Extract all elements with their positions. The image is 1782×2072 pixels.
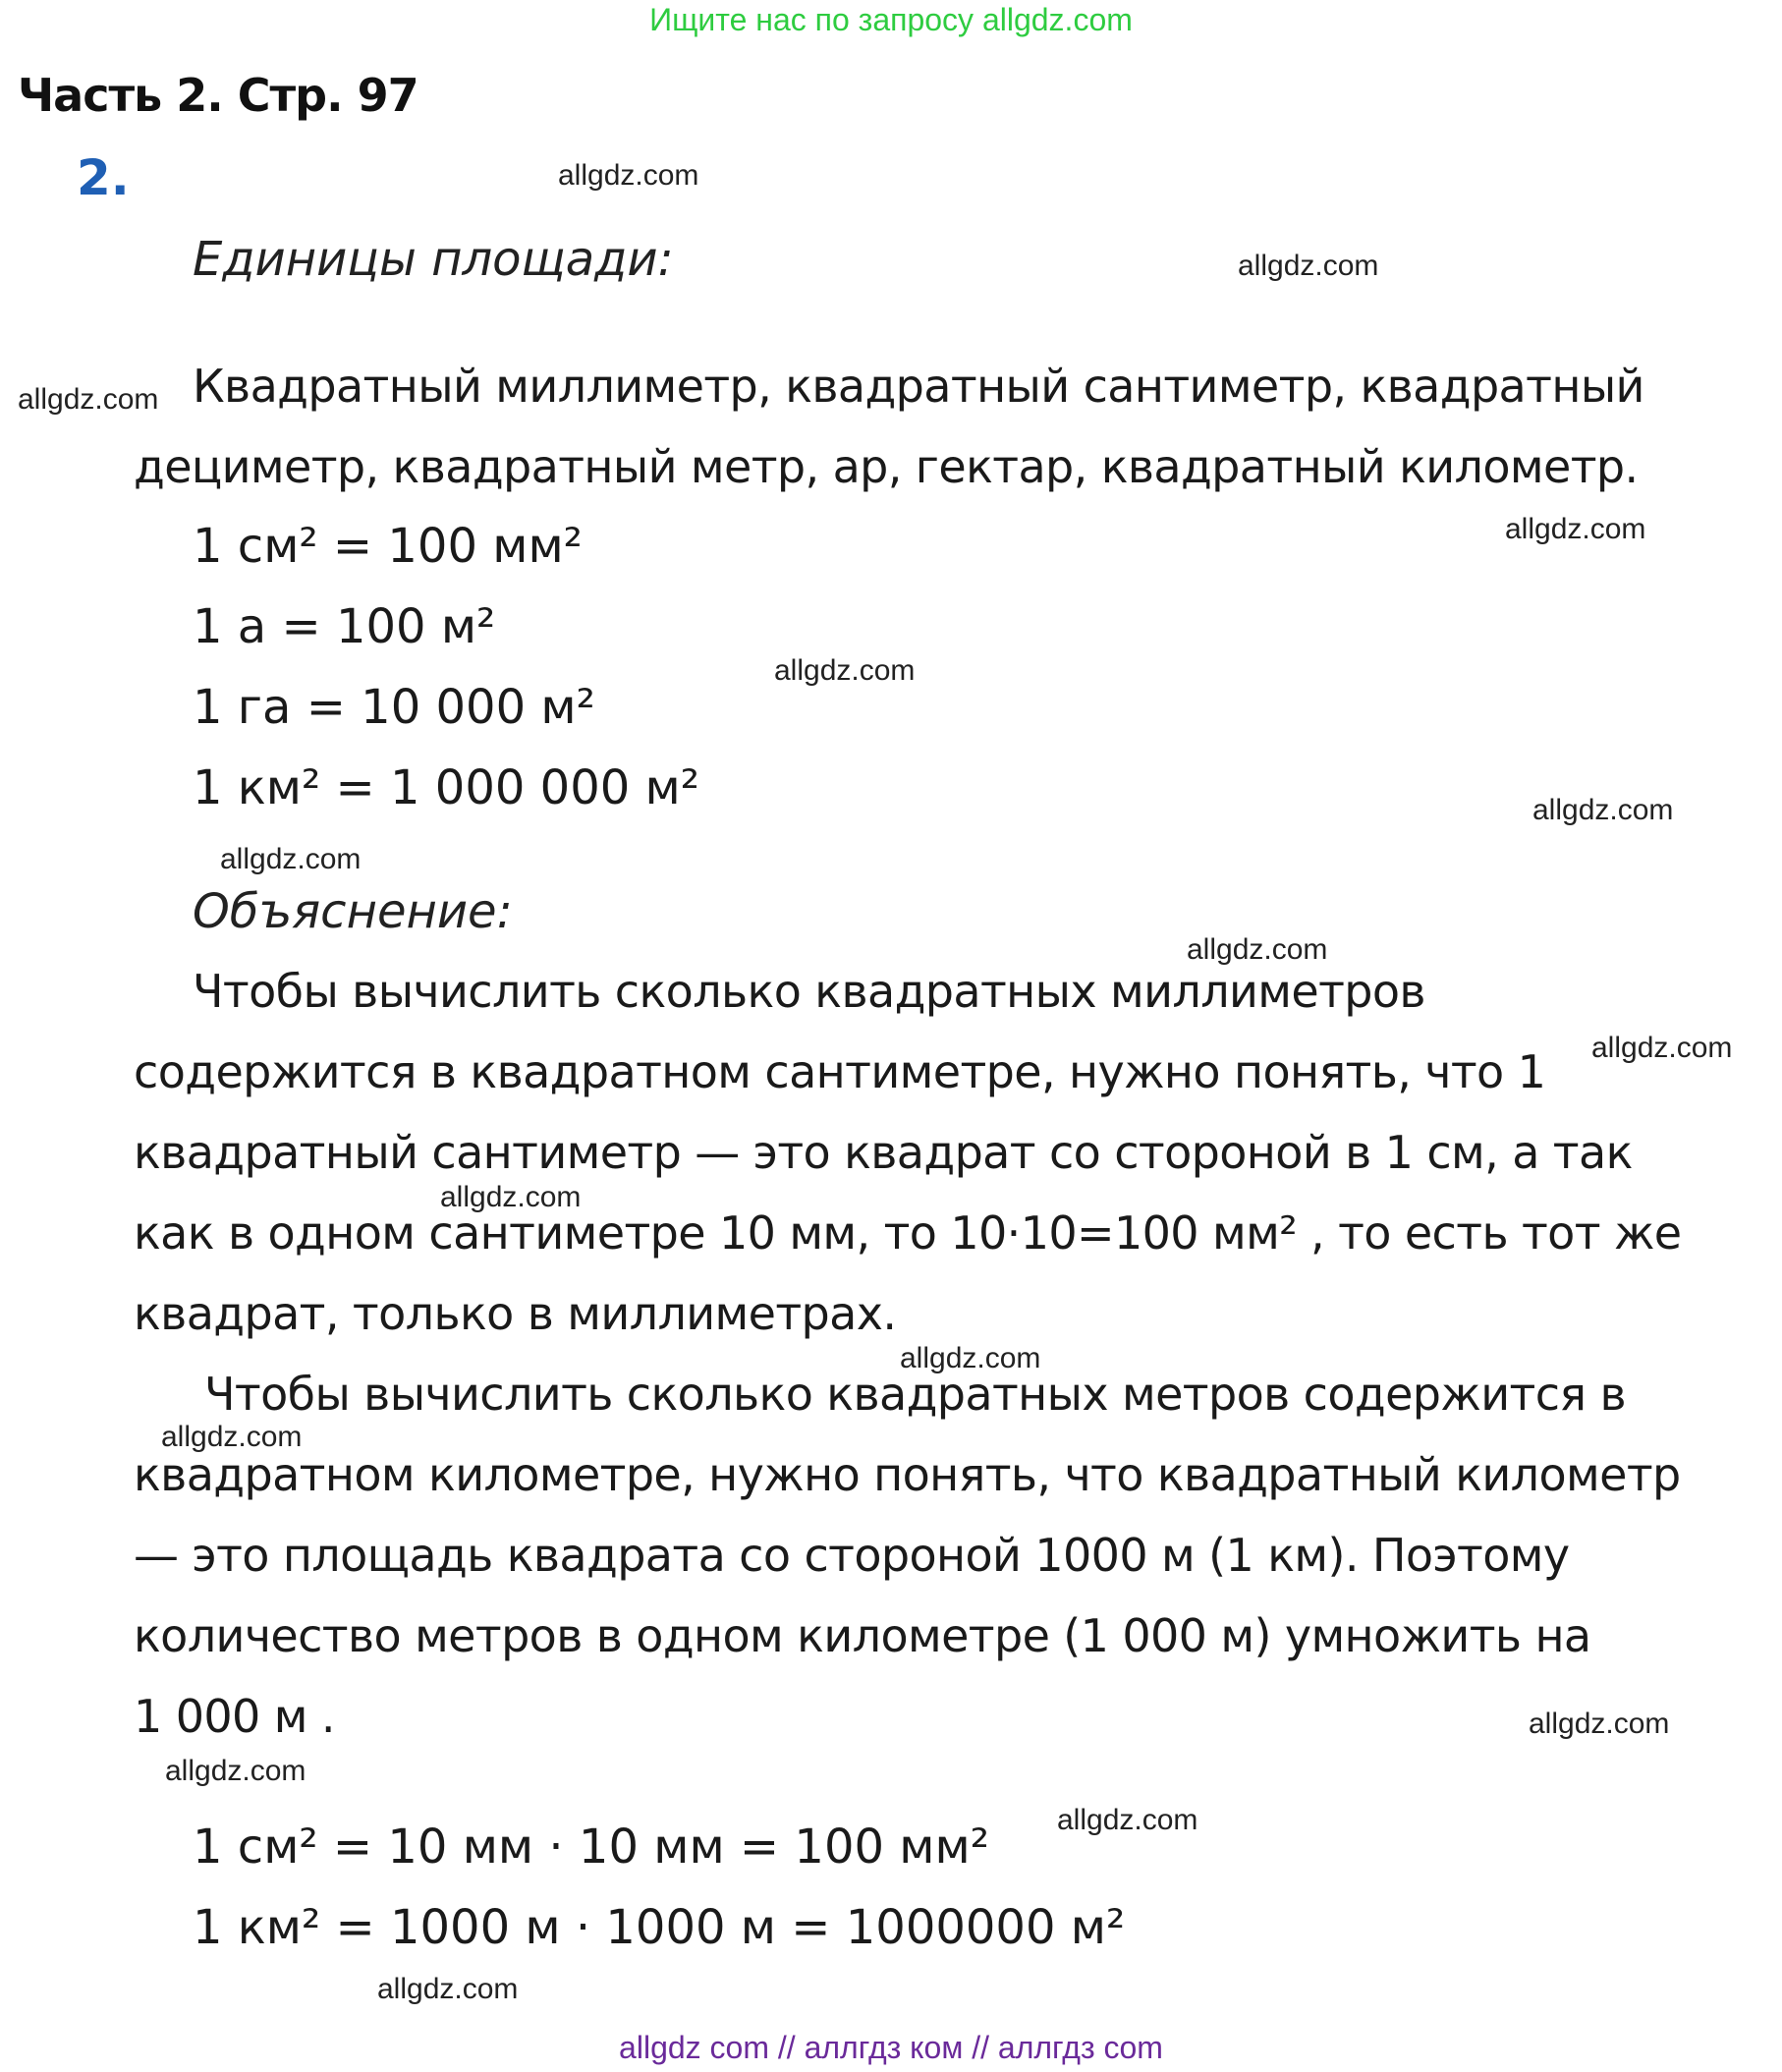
top-banner-link[interactable]: Ищите нас по запросу allgdz.com: [649, 2, 1133, 37]
formula-km2: 1 км² = 1 000 000 м²: [193, 760, 699, 815]
watermark: allgdz.com: [1057, 1804, 1198, 1836]
watermark: allgdz.com: [1238, 250, 1379, 282]
task-number: 2.: [77, 149, 130, 206]
watermark: allgdz.com: [440, 1181, 582, 1213]
watermark: allgdz.com: [1187, 933, 1328, 966]
watermark: allgdz.com: [558, 159, 699, 192]
formula-cm2: 1 см² = 100 мм²: [193, 519, 583, 574]
page-title: Часть 2. Стр. 97: [18, 69, 418, 122]
explanation-p1-line-5: квадрат, только в миллиметрах.: [134, 1287, 897, 1340]
footer-links[interactable]: allgdz com // аллгдз ком // аллгдз com: [619, 2030, 1163, 2065]
watermark: allgdz.com: [1591, 1032, 1733, 1064]
formula-ar: 1 а = 100 м²: [193, 599, 496, 654]
explanation-p1-line-2: содержится в квадратном сантиметре, нужно понять, что 1: [134, 1045, 1546, 1098]
units-list-line-1: Квадратный миллиметр, квадратный сантиметр, квадратный: [193, 360, 1644, 413]
watermark: allgdz.com: [1532, 794, 1674, 826]
watermark: allgdz.com: [220, 843, 362, 875]
formula-cm2-calc: 1 см² = 10 мм · 10 мм = 100 мм²: [193, 1820, 989, 1875]
units-list-line-2: дециметр, квадратный метр, ар, гектар, квадратный километр.: [134, 440, 1639, 493]
formula-hectare: 1 га = 10 000 м²: [193, 680, 595, 735]
watermark: allgdz.com: [774, 654, 916, 687]
watermark: allgdz.com: [165, 1755, 306, 1787]
explanation-p2-line-4: количество метров в одном километре (1 000 м) умножить на: [134, 1609, 1591, 1662]
watermark: allgdz.com: [161, 1421, 303, 1453]
watermark: allgdz.com: [1505, 513, 1646, 545]
explanation-p1-line-3: квадратный сантиметр — это квадрат со стороной в 1 см, а так: [134, 1126, 1633, 1179]
explanation-p2-line-2: квадратном километре, нужно понять, что квадратный километр: [134, 1448, 1681, 1501]
watermark: allgdz.com: [1529, 1708, 1670, 1740]
formula-km2-calc: 1 км² = 1000 м · 1000 м = 1000000 м²: [193, 1900, 1126, 1955]
explanation-p2-line-3: — это площадь квадрата со стороной 1000 м (1 км). Поэтому: [134, 1529, 1570, 1582]
explanation-p2-line-1: Чтобы вычислить сколько квадратных метров содержится в: [204, 1368, 1627, 1421]
explanation-p1-line-4: как в одном сантиметре 10 мм, то 10·10=100 мм² , то есть тот же: [134, 1206, 1682, 1260]
section-heading-explanation: Объяснение:: [193, 884, 513, 939]
watermark: allgdz.com: [377, 1973, 519, 2005]
section-heading-units: Единицы площади:: [193, 232, 674, 287]
explanation-p1-line-1: Чтобы вычислить сколько квадратных миллиметров: [193, 965, 1425, 1018]
watermark: allgdz.com: [900, 1342, 1041, 1374]
watermark: allgdz.com: [18, 383, 159, 416]
explanation-p2-line-5: 1 000 м .: [134, 1690, 335, 1743]
